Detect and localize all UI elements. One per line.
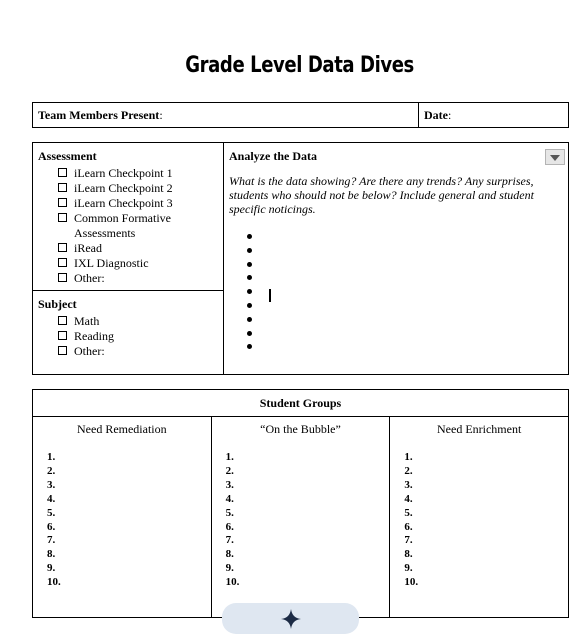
list-item[interactable]: 2. xyxy=(404,464,413,477)
analyze-prompt: What is the data showing? Are there any trends? Any surprises, students who should not be below? Include general and student specific noticings. xyxy=(229,174,534,216)
list-item[interactable]: 9. xyxy=(47,562,56,575)
list-item[interactable]: 7. xyxy=(404,534,413,547)
bullet-dot xyxy=(247,303,252,308)
assistant-button[interactable] xyxy=(222,603,359,634)
date-cell[interactable] xyxy=(419,103,569,128)
checkbox[interactable] xyxy=(58,316,67,325)
list-item[interactable]: 3. xyxy=(47,478,56,491)
checkbox[interactable] xyxy=(58,346,67,355)
team-members-cell[interactable] xyxy=(33,103,419,128)
assessment-analysis-table xyxy=(32,142,569,375)
column-header: “On the Bubble” xyxy=(260,422,341,436)
checkbox[interactable] xyxy=(58,243,67,252)
checkbox[interactable] xyxy=(58,198,67,207)
list-item[interactable]: 1. xyxy=(404,451,413,463)
list-item[interactable]: 10. xyxy=(47,576,61,589)
team-header-table xyxy=(32,102,569,128)
assessment-cell xyxy=(33,143,224,291)
bullet-dot xyxy=(247,331,252,336)
bullet-dot xyxy=(247,289,252,294)
bullet-dot xyxy=(247,275,252,280)
subject-option[interactable]: Other: xyxy=(58,344,218,359)
date-label: Date xyxy=(424,107,448,122)
group-column-enrichment[interactable] xyxy=(390,417,569,618)
analyze-heading: Analyze the Data xyxy=(229,149,317,163)
list-item[interactable]: 9. xyxy=(404,562,413,575)
column-header: Need Remediation xyxy=(77,422,167,436)
assessment-option[interactable]: IXL Diagnostic xyxy=(58,256,218,271)
list-item[interactable]: 4. xyxy=(47,492,56,505)
bullet-item[interactable] xyxy=(247,340,563,354)
subject-option[interactable]: Reading xyxy=(58,329,218,344)
list-item[interactable]: 5. xyxy=(225,506,234,519)
list-item[interactable]: 4. xyxy=(404,492,413,505)
checkbox[interactable] xyxy=(58,273,67,282)
bullet-dot xyxy=(247,262,252,267)
assessment-option[interactable]: iRead xyxy=(58,241,218,256)
list-item[interactable]: 1. xyxy=(47,451,56,463)
student-groups-table xyxy=(32,389,569,618)
list-item[interactable]: 4. xyxy=(225,492,234,505)
assessment-option[interactable]: Common Formative Assessments xyxy=(58,211,218,241)
list-item[interactable]: 3. xyxy=(225,478,234,491)
bullet-item[interactable] xyxy=(247,313,563,327)
assessment-option[interactable]: iLearn Checkpoint 2 xyxy=(58,181,218,196)
checkbox[interactable] xyxy=(58,258,67,267)
bullet-item[interactable] xyxy=(247,230,563,244)
bullet-dot xyxy=(247,317,252,322)
list-item[interactable]: 5. xyxy=(404,506,413,519)
team-members-label: Team Members Present xyxy=(38,107,160,122)
bullet-item[interactable] xyxy=(247,244,563,258)
list-item[interactable]: 8. xyxy=(225,548,234,561)
checkbox[interactable] xyxy=(58,183,67,192)
date-colon: : xyxy=(448,107,452,122)
bullet-dot xyxy=(247,234,252,239)
page-title: Grade Level Data Dives xyxy=(185,53,414,78)
text-cursor xyxy=(269,289,271,302)
list-item[interactable]: 2. xyxy=(225,464,234,477)
student-groups-heading: Student Groups xyxy=(33,390,569,417)
list-item[interactable]: 9. xyxy=(225,562,234,575)
subject-options xyxy=(38,314,218,359)
assessment-option[interactable]: iLearn Checkpoint 1 xyxy=(58,166,218,181)
list-item[interactable]: 6. xyxy=(404,520,413,533)
list-item[interactable]: 2. xyxy=(47,464,56,477)
checkbox[interactable] xyxy=(58,331,67,340)
analyze-cell[interactable] xyxy=(224,143,569,375)
list-item[interactable]: 1. xyxy=(225,451,234,463)
bullet-item[interactable] xyxy=(247,327,563,341)
list-item[interactable]: 3. xyxy=(404,478,413,491)
assessment-option[interactable]: Other: xyxy=(58,271,218,286)
subject-cell xyxy=(33,291,224,375)
numbered-list xyxy=(212,451,390,590)
checkbox[interactable] xyxy=(58,168,67,177)
team-members-colon: : xyxy=(159,107,163,122)
list-item[interactable]: 7. xyxy=(47,534,56,547)
group-column-bubble[interactable] xyxy=(211,417,390,618)
subject-option[interactable]: Math xyxy=(58,314,218,329)
analyze-bullets[interactable] xyxy=(229,230,563,354)
list-item[interactable]: 6. xyxy=(225,520,234,533)
assessment-option[interactable]: iLearn Checkpoint 3 xyxy=(58,196,218,211)
assessment-heading: Assessment xyxy=(38,149,97,163)
list-item[interactable]: 8. xyxy=(47,548,56,561)
bullet-item[interactable] xyxy=(247,299,563,313)
sparkle-icon xyxy=(280,608,302,630)
bullet-item[interactable] xyxy=(247,271,563,285)
list-item[interactable]: 8. xyxy=(404,548,413,561)
checkbox[interactable] xyxy=(58,213,67,222)
column-header: Need Enrichment xyxy=(437,422,522,436)
numbered-list xyxy=(390,451,568,590)
bullet-item[interactable] xyxy=(247,285,563,299)
bullet-item[interactable] xyxy=(247,258,563,272)
chevron-down-icon[interactable] xyxy=(545,149,565,165)
group-column-remediation[interactable] xyxy=(33,417,212,618)
bullet-dot xyxy=(247,344,252,349)
subject-heading: Subject xyxy=(38,297,77,311)
list-item[interactable]: 10. xyxy=(404,576,419,589)
bullet-dot xyxy=(247,248,252,253)
list-item[interactable]: 7. xyxy=(225,534,234,547)
assessment-options xyxy=(38,166,218,286)
list-item[interactable]: 6. xyxy=(47,520,56,533)
list-item[interactable]: 5. xyxy=(47,506,56,519)
numbered-list xyxy=(33,451,211,590)
list-item[interactable]: 10. xyxy=(225,576,240,589)
